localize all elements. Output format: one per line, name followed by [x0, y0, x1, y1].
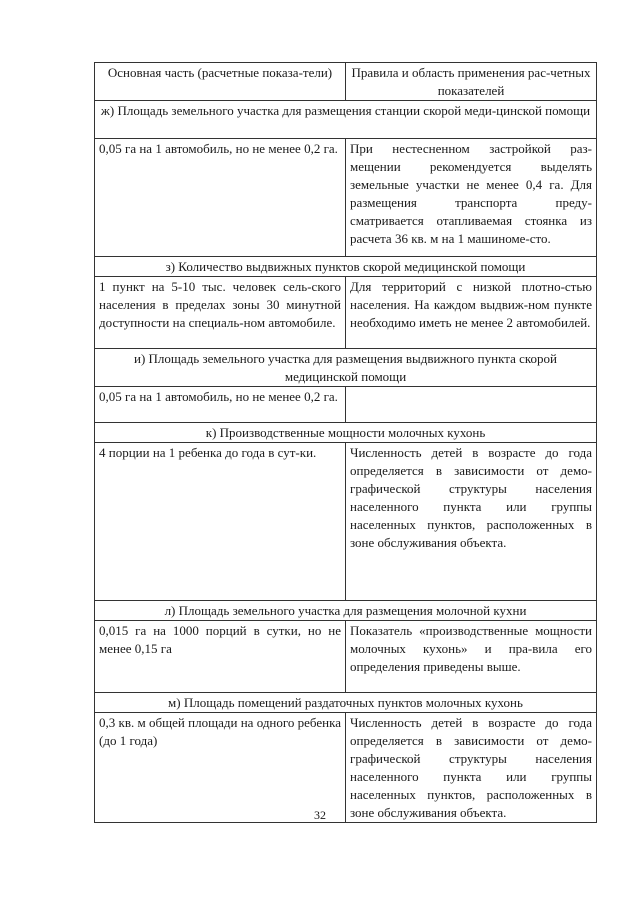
row-rule-l: Показатель «производственные мощности молочных кухонь» и пра-вила его определения приведены выше. — [346, 621, 597, 693]
section-title-z: з) Количество выдвижных пунктов скорой медицинской помощи — [95, 257, 597, 277]
table-row — [95, 713, 597, 823]
header-col-main: Основная часть (расчетные показа-тели) — [95, 63, 346, 101]
table-row — [95, 277, 597, 349]
section-title-row — [95, 349, 597, 387]
row-rule-m: Численность детей в возрасте до года определяется в зависимости от демо-графической структуры населения населенного пункта или группы населенных пунктов, расположенных в зоне обслуживания объекта. — [346, 713, 597, 823]
section-title-row — [95, 101, 597, 139]
section-title-k: к) Производственные мощности молочных кухонь — [95, 423, 597, 443]
section-title-l: л) Площадь земельного участка для размещения молочной кухни — [95, 601, 597, 621]
table-row — [95, 621, 597, 693]
table-row — [95, 139, 597, 257]
table-header-row — [95, 63, 597, 101]
section-title-row — [95, 423, 597, 443]
row-rule-k: Численность детей в возрасте до года определяется в зависимости от демо-графической структуры населения населенного пункта или группы населенных пунктов, расположенных в зоне обслуживания объекта. — [346, 443, 597, 601]
norms-table — [94, 62, 597, 823]
row-value-k: 4 порции на 1 ребенка до года в сут-ки. — [95, 443, 346, 601]
row-rule-i — [346, 387, 597, 423]
section-title-row — [95, 601, 597, 621]
section-title-i: и) Площадь земельного участка для размещения выдвижного пункта скорой медицинской помощи — [95, 349, 597, 387]
section-title-row — [95, 257, 597, 277]
row-value-zh: 0,05 га на 1 автомобиль, но не менее 0,2 га. — [95, 139, 346, 257]
table-row — [95, 443, 597, 601]
row-value-i: 0,05 га на 1 автомобиль, но не менее 0,2 га. — [95, 387, 346, 423]
page-number: 32 — [314, 808, 326, 822]
header-col-rules: Правила и область применения рас-четных показателей — [346, 63, 597, 101]
section-title-zh: ж) Площадь земельного участка для размещения станции скорой меди-цинской помощи — [95, 101, 597, 139]
row-value-m: 0,3 кв. м общей площади на одного ребенка (до 1 года) — [95, 713, 346, 823]
section-title-row — [95, 693, 597, 713]
row-rule-zh: При нестесненном застройкой раз-мещении рекомендуется выделять земельные участки не менее 0,4 га. Для размещения транспорта преду-сматривается отапливаемая стоянка из расчета 36 кв. м на 1 машиноме-сто. — [346, 139, 597, 257]
row-value-l: 0,015 га на 1000 порций в сутки, но не менее 0,15 га — [95, 621, 346, 693]
row-rule-z: Для территорий с низкой плотно-стью населения. На каждом выдвиж-ном пункте необходимо иметь не менее 2 автомобилей. — [346, 277, 597, 349]
row-value-z: 1 пункт на 5-10 тыс. человек сель-ского населения в пределах зоны 30 минутной доступности на специаль-ном автомобиле. — [95, 277, 346, 349]
table-row — [95, 387, 597, 423]
section-title-m: м) Площадь помещений раздаточных пунктов молочных кухонь — [95, 693, 597, 713]
